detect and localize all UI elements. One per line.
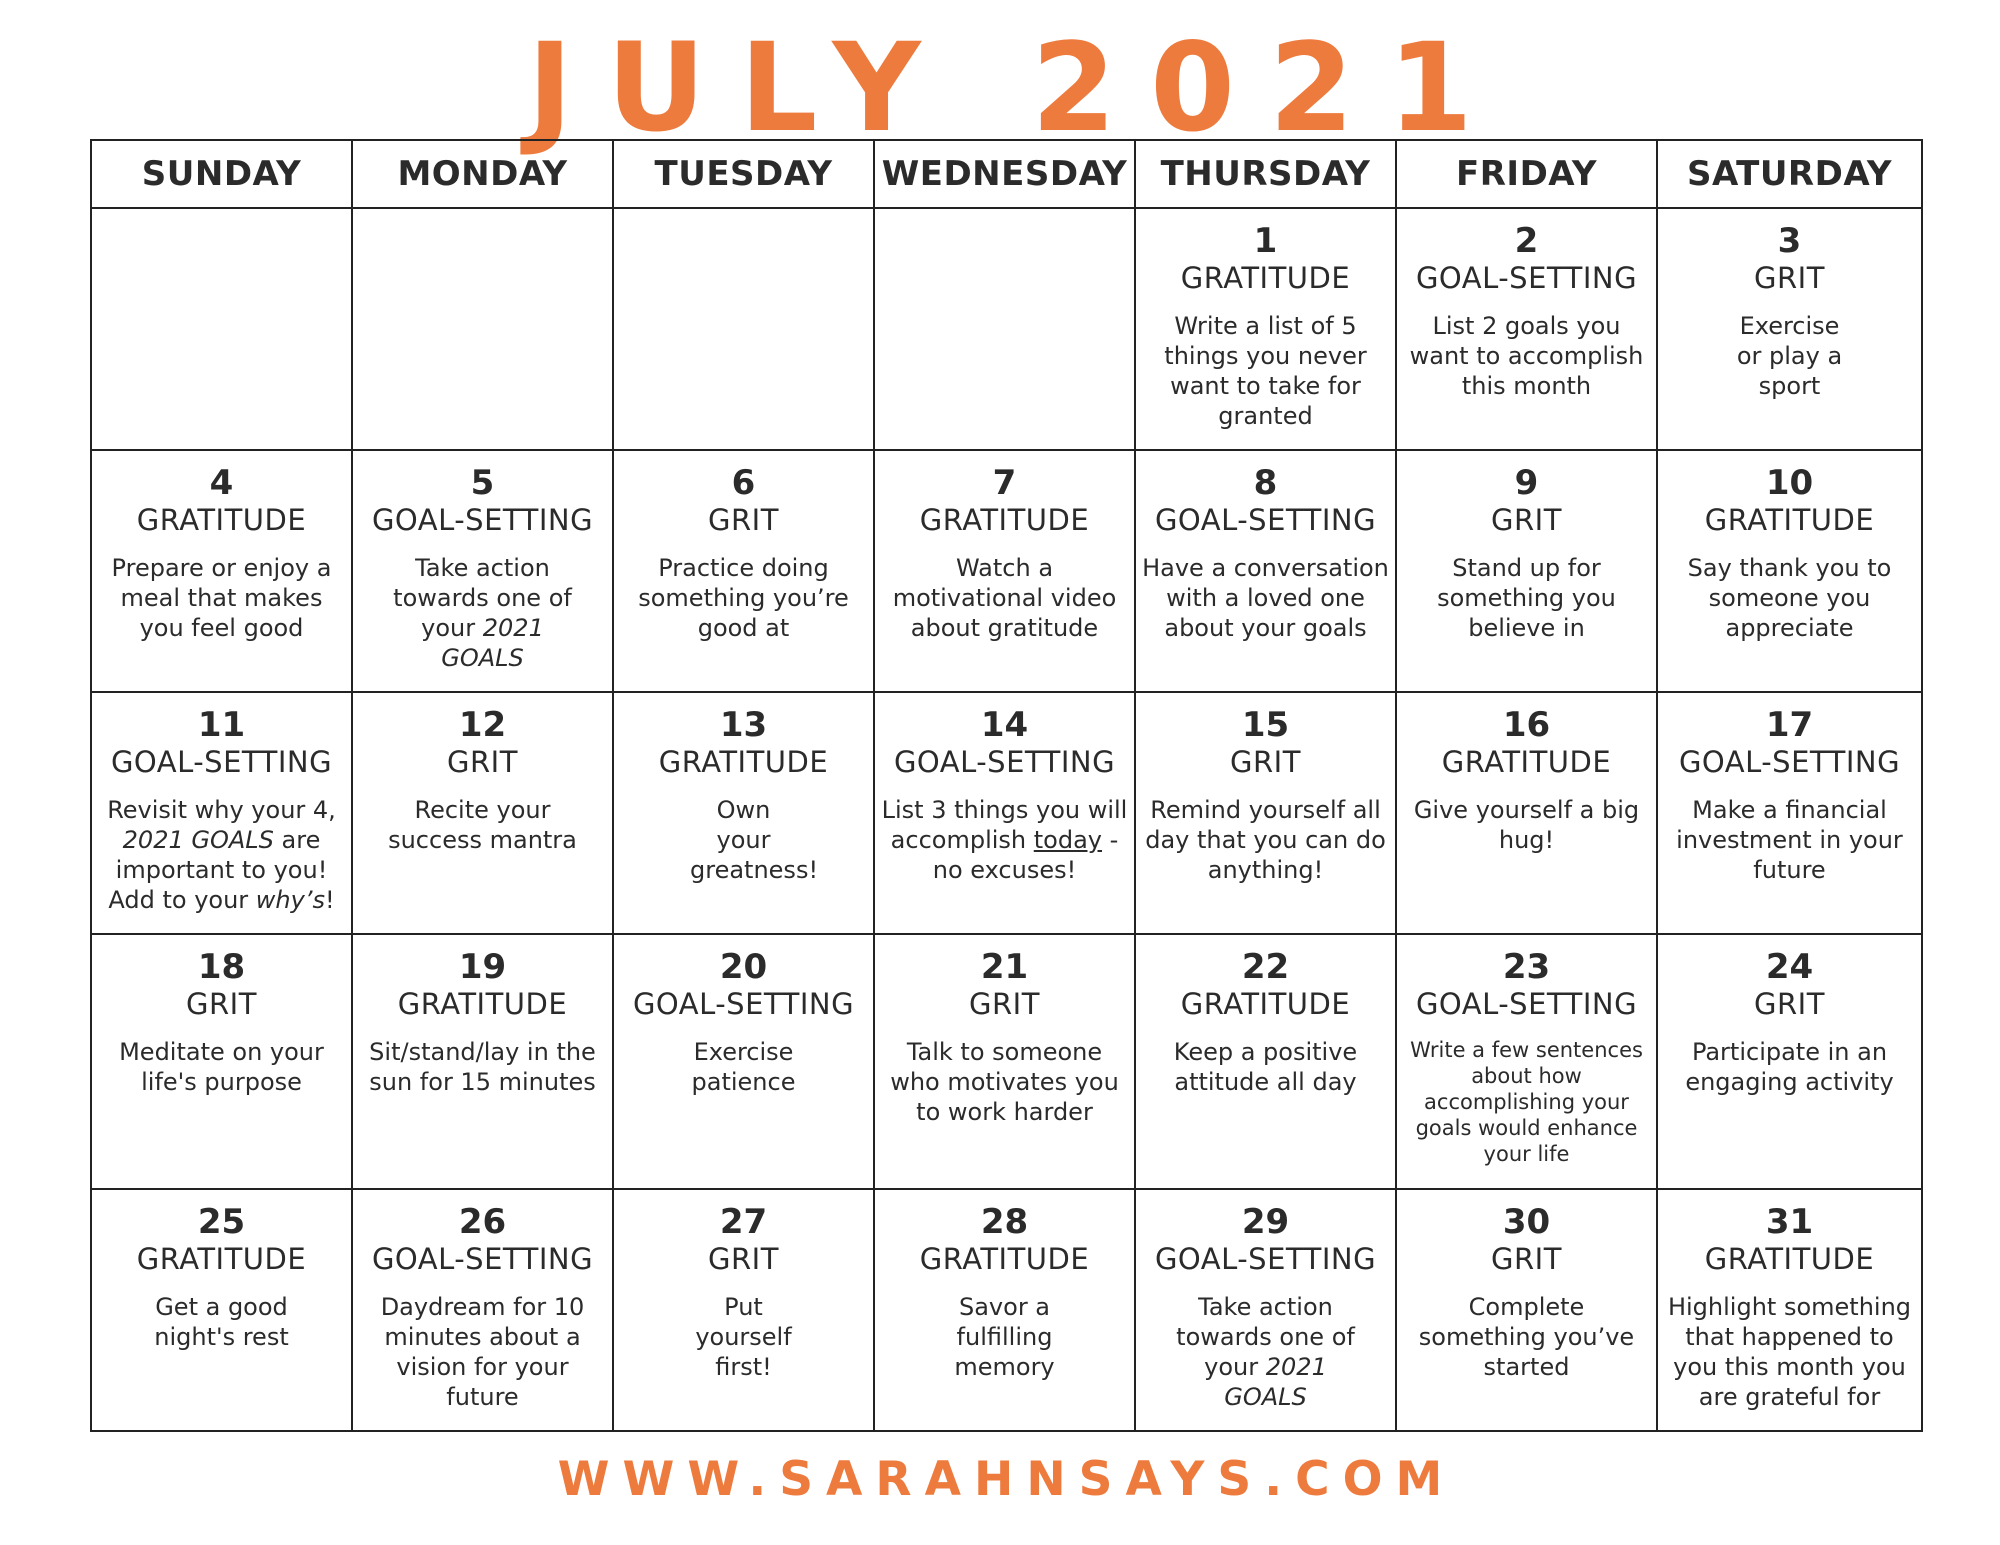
day-cell-26 xyxy=(352,1189,613,1431)
day-task: Highlight something that happened to you this month you are grateful for xyxy=(1667,1293,1912,1411)
day-theme: GOAL-SETTING xyxy=(371,503,594,537)
week-row-4 xyxy=(91,934,1922,1189)
day-theme: GRATITUDE xyxy=(919,503,1090,537)
weekday-friday: FRIDAY xyxy=(1396,140,1657,208)
day-task-underline: today xyxy=(1033,826,1103,854)
day-task: Prepare or enjoy a meal that makes you feel good xyxy=(111,554,332,642)
day-cell-14 xyxy=(874,692,1135,934)
day-task: List 2 goals you want to accomplish this month xyxy=(1409,312,1644,400)
day-theme: GRIT xyxy=(1230,745,1301,779)
day-number: 20 xyxy=(719,947,768,987)
day-task: Exercise or play a sport xyxy=(1736,312,1843,400)
day-number: 25 xyxy=(197,1202,246,1242)
day-theme: GRIT xyxy=(969,987,1040,1021)
day-theme: GRATITUDE xyxy=(136,503,307,537)
day-task xyxy=(359,553,606,673)
day-cell-5 xyxy=(352,450,613,692)
day-number: 17 xyxy=(1765,705,1814,745)
day-number: 4 xyxy=(209,463,234,503)
day-theme: GRATITUDE xyxy=(1180,261,1351,295)
day-theme: GOAL-SETTING xyxy=(632,987,855,1021)
day-task xyxy=(98,795,345,915)
day-task: Make a financial investment in your future xyxy=(1676,796,1903,884)
day-task-text: Take action towards one of your xyxy=(1176,1293,1355,1381)
weekday-tuesday: TUESDAY xyxy=(613,140,874,208)
day-theme: GRATITUDE xyxy=(1180,987,1351,1021)
day-task: Participate in an engaging activity xyxy=(1685,1038,1894,1096)
day-task: Meditate on your life's purpose xyxy=(119,1038,324,1096)
day-task: Talk to someone who motivates you to work harder xyxy=(890,1038,1119,1126)
day-cell-27 xyxy=(613,1189,874,1431)
empty-day-cell xyxy=(613,208,874,450)
day-task: Own your greatness! xyxy=(690,796,819,884)
weekday-saturday: SATURDAY xyxy=(1657,140,1922,208)
day-task: Practice doing something you’re good at xyxy=(638,554,849,642)
day-cell-24 xyxy=(1657,934,1922,1189)
day-cell-15 xyxy=(1135,692,1396,934)
day-number: 30 xyxy=(1502,1202,1551,1242)
week-row-2 xyxy=(91,450,1922,692)
week-row-1 xyxy=(91,208,1922,450)
day-number: 12 xyxy=(458,705,507,745)
day-theme: GOAL-SETTING xyxy=(1154,503,1377,537)
day-number: 27 xyxy=(719,1202,768,1242)
day-cell-10 xyxy=(1657,450,1922,692)
day-cell-16 xyxy=(1396,692,1657,934)
day-task-text: - no excuses! xyxy=(932,826,1119,884)
weekday-thursday: THURSDAY xyxy=(1135,140,1396,208)
day-number: 22 xyxy=(1241,947,1290,987)
day-number: 29 xyxy=(1241,1202,1290,1242)
day-task-emphasis: 2021 GOALS xyxy=(1224,1353,1327,1411)
day-number: 7 xyxy=(992,463,1017,503)
day-theme: GOAL-SETTING xyxy=(1415,987,1638,1021)
day-theme: GRATITUDE xyxy=(397,987,568,1021)
calendar-title: JULY 2021 xyxy=(527,17,1507,159)
day-cell-22 xyxy=(1135,934,1396,1189)
day-number: 2 xyxy=(1514,221,1539,261)
day-cell-23 xyxy=(1396,934,1657,1189)
day-number: 3 xyxy=(1777,221,1802,261)
day-task-text: List 3 things you will accomplish xyxy=(881,796,1128,854)
day-cell-11 xyxy=(91,692,352,934)
day-number: 16 xyxy=(1502,705,1551,745)
day-theme: GRATITUDE xyxy=(1704,503,1875,537)
day-cell-18 xyxy=(91,934,352,1189)
weekday-monday: MONDAY xyxy=(352,140,613,208)
day-cell-13 xyxy=(613,692,874,934)
day-task: Recite your success mantra xyxy=(388,796,577,854)
day-task: Daydream for 10 minutes about a vision for your future xyxy=(380,1293,585,1411)
day-task-emphasis: why’s xyxy=(255,886,325,914)
day-cell-1 xyxy=(1135,208,1396,450)
day-number: 24 xyxy=(1765,947,1814,987)
day-cell-28 xyxy=(874,1189,1135,1431)
day-task xyxy=(881,795,1128,885)
day-number: 26 xyxy=(458,1202,507,1242)
day-theme: GOAL-SETTING xyxy=(1415,261,1638,295)
day-task: Write a list of 5 things you never want to take for granted xyxy=(1164,312,1367,430)
day-theme: GRATITUDE xyxy=(658,745,829,779)
day-task: Give yourself a big hug! xyxy=(1413,796,1640,854)
day-cell-7 xyxy=(874,450,1135,692)
day-number: 21 xyxy=(980,947,1029,987)
day-theme: GOAL-SETTING xyxy=(1154,1242,1377,1276)
day-number: 14 xyxy=(980,705,1029,745)
day-cell-12 xyxy=(352,692,613,934)
day-theme: GOAL-SETTING xyxy=(371,1242,594,1276)
day-task-text: are important to you! Add to your xyxy=(108,826,328,914)
day-task: Exercise patience xyxy=(691,1038,796,1096)
day-task xyxy=(1142,1292,1389,1412)
day-number: 15 xyxy=(1241,705,1290,745)
weekday-sunday: SUNDAY xyxy=(91,140,352,208)
day-number: 23 xyxy=(1502,947,1551,987)
empty-day-cell xyxy=(91,208,352,450)
day-cell-8 xyxy=(1135,450,1396,692)
day-task: Remind yourself all day that you can do anything! xyxy=(1145,796,1386,884)
day-theme: GRIT xyxy=(1491,503,1562,537)
day-cell-17 xyxy=(1657,692,1922,934)
day-number: 28 xyxy=(980,1202,1029,1242)
day-cell-2 xyxy=(1396,208,1657,450)
day-cell-20 xyxy=(613,934,874,1189)
day-theme: GRIT xyxy=(1754,261,1825,295)
day-number: 18 xyxy=(197,947,246,987)
empty-day-cell xyxy=(352,208,613,450)
week-row-5 xyxy=(91,1189,1922,1431)
day-task-emphasis: 2021 GOALS xyxy=(441,614,544,672)
day-number: 8 xyxy=(1253,463,1278,503)
day-number: 31 xyxy=(1765,1202,1814,1242)
calendar-grid xyxy=(90,139,1923,1432)
day-cell-25 xyxy=(91,1189,352,1431)
day-task-text: Revisit why your 4, xyxy=(107,796,336,824)
day-theme: GRATITUDE xyxy=(1704,1242,1875,1276)
day-number: 10 xyxy=(1765,463,1814,503)
day-task: Savor a fulfilling memory xyxy=(954,1293,1055,1381)
day-cell-29 xyxy=(1135,1189,1396,1431)
day-number: 1 xyxy=(1253,221,1278,261)
day-number: 19 xyxy=(458,947,507,987)
week-row-3 xyxy=(91,692,1922,934)
day-task-text: ! xyxy=(324,886,335,914)
day-task: Have a conversation with a loved one about your goals xyxy=(1142,554,1389,642)
empty-day-cell xyxy=(874,208,1135,450)
day-cell-3 xyxy=(1657,208,1922,450)
day-task: Sit/stand/lay in the sun for 15 minutes xyxy=(369,1038,596,1096)
day-number: 13 xyxy=(719,705,768,745)
day-theme: GRATITUDE xyxy=(919,1242,1090,1276)
day-cell-31 xyxy=(1657,1189,1922,1431)
day-task-text: Take action towards one of your xyxy=(393,554,572,642)
day-theme: GRIT xyxy=(186,987,257,1021)
day-cell-6 xyxy=(613,450,874,692)
day-theme: GRIT xyxy=(1754,987,1825,1021)
day-theme: GRIT xyxy=(1491,1242,1562,1276)
day-task: Say thank you to someone you appreciate xyxy=(1687,554,1892,642)
day-theme: GOAL-SETTING xyxy=(893,745,1116,779)
day-task: Keep a positive attitude all day xyxy=(1173,1038,1358,1096)
day-cell-21 xyxy=(874,934,1135,1189)
day-theme: GOAL-SETTING xyxy=(110,745,333,779)
day-cell-30 xyxy=(1396,1189,1657,1431)
day-number: 5 xyxy=(470,463,495,503)
day-theme: GRATITUDE xyxy=(136,1242,307,1276)
weekday-header-row xyxy=(91,140,1922,208)
day-cell-19 xyxy=(352,934,613,1189)
day-task: Complete something you’ve started xyxy=(1418,1293,1635,1381)
day-task: Get a good night's rest xyxy=(154,1293,289,1351)
day-cell-4 xyxy=(91,450,352,692)
day-theme: GRATITUDE xyxy=(1441,745,1612,779)
day-theme: GOAL-SETTING xyxy=(1678,745,1901,779)
day-task: Stand up for something you believe in xyxy=(1437,554,1616,642)
day-theme: GRIT xyxy=(708,1242,779,1276)
day-task: Write a few sentences about how accomplishing your goals would enhance your life xyxy=(1410,1038,1643,1166)
day-task: Watch a motivational video about gratitude xyxy=(892,554,1117,642)
day-number: 11 xyxy=(197,705,246,745)
website-url: WWW.SARAHNSAYS.COM xyxy=(557,1452,1456,1507)
day-theme: GRIT xyxy=(447,745,518,779)
day-theme: GRIT xyxy=(708,503,779,537)
day-number: 9 xyxy=(1514,463,1539,503)
day-cell-9 xyxy=(1396,450,1657,692)
weekday-wednesday: WEDNESDAY xyxy=(874,140,1135,208)
day-number: 6 xyxy=(731,463,756,503)
day-task-emphasis: 2021 GOALS xyxy=(122,826,274,854)
day-task: Put yourself first! xyxy=(695,1293,792,1381)
